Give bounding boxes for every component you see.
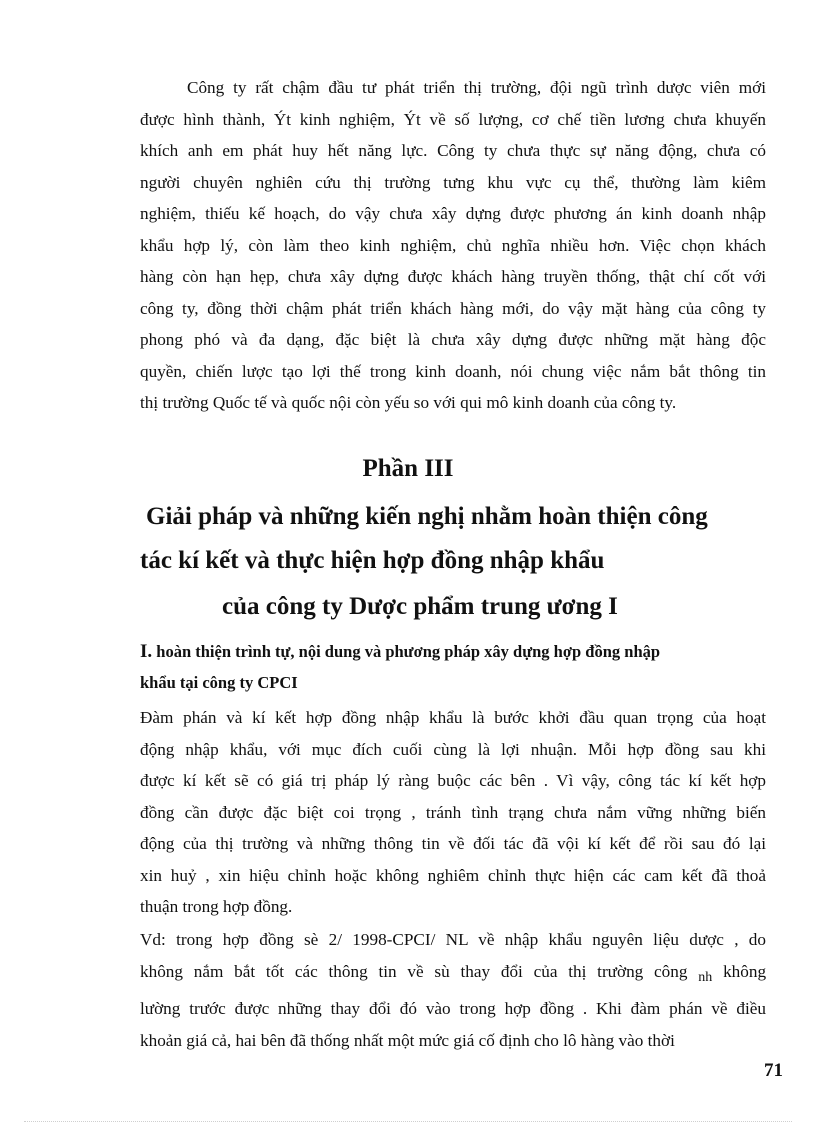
section-title-line-2: khẩu tại công ty CPCI: [140, 673, 298, 692]
paragraph-negotiation: [140, 702, 766, 923]
chapter-heading-line-2: tác kí kết và thực hiện hợp đồng nhập khẩu: [140, 547, 605, 574]
text-line: công ty, đồng thời chậm phát triển khách hàng mới, do vậy mặt hàng của công ty: [140, 298, 766, 318]
paragraph-market-weakness: [140, 72, 766, 419]
section-heading: [140, 636, 766, 698]
text-fragment: không nắm bắt tốt các thông tin về sù thay đổi của thị trường công: [140, 961, 688, 981]
text-line: khẩu hợp lý, còn làm theo kinh nghiệm, chủ nghĩa nhiều hơn. Việc chọn khách: [140, 235, 766, 255]
page-bottom-divider: [24, 1121, 792, 1122]
text-line: Đàm phán và kí kết hợp đồng nhập khẩu là bước khởi đầu quan trọng của hoạt: [140, 708, 766, 727]
text-fragment: không: [723, 961, 767, 981]
text-line: được hình thành, Ýt kinh nghiệm, Ýt về số lượng, cơ chế tiền lương chưa khuyến: [140, 109, 766, 129]
text-line: động của thị trường và những thông tin về đối tác đã vội kí kết để rồi sau đó lại: [140, 834, 766, 853]
text-line: thị trường Quốc tế và quốc nội còn yếu so với qui mô kinh doanh của công ty.: [140, 393, 677, 412]
text-line: phong phó và đa dạng, đặc biệt là chưa xây dựng được những mặt hàng độc: [140, 330, 766, 349]
section-title-line-1: hoàn thiện trình tự, nội dung và phương pháp xây dựng hợp đồng nhập: [156, 642, 661, 661]
text-line: [140, 956, 766, 994]
text-line: Vd: trong hợp đồng sè 2/ 1998-CPCI/ NL về nhập khẩu nguyên liệu dược , do: [140, 930, 766, 949]
text-line: Công ty rất chậm đầu tư phát triển thị trường, đội ngũ trình dược viên mới: [187, 78, 766, 97]
chapter-heading-line-3: của công ty Dược phẩm trung ương I: [222, 593, 618, 620]
text-line: quyền, chiến lược tạo lợi thế trong kinh doanh, nói chung việc nắm bắt thông tin: [140, 361, 766, 381]
subscript-fragment: nh: [698, 969, 713, 985]
text-line: người chuyên nghiên cứu thị trường tưng khu vực cụ thể, thường làm kiêm: [140, 172, 766, 192]
text-line: hàng còn hạn hẹp, chưa xây dựng được khách hàng truyền thống, thật chí cốt với: [140, 267, 766, 286]
text-line: khích anh em phát huy hết năng lực. Công ty chưa thực sự năng động, chưa có: [140, 141, 766, 160]
text-line: xin huỷ , xin hiệu chỉnh hoặc không nghiêm chỉnh thực hiện các cam kết đã thoả: [140, 865, 766, 885]
part-title: Phần III: [362, 455, 454, 482]
text-line: lường trước được những thay đổi đó vào trong hợp đồng . Khi đàm phán về điều: [140, 999, 766, 1018]
text-line: động nhập khẩu, với mục đích cuối cùng là lợi nhuận. Mỗi hợp đồng sau khi: [140, 739, 766, 759]
text-line: nghiệm, thiếu kế hoạch, do vậy chưa xây dựng được phương án kinh doanh nhập: [140, 204, 766, 223]
text-line: đồng cần được đặc biệt coi trọng , tránh tình trạng chưa nắm vững những biến: [140, 802, 766, 822]
text-line: khoản giá cả, hai bên đã thống nhất một mức giá cố định cho lô hàng vào thời: [140, 1030, 675, 1050]
page-number: 71: [764, 1060, 783, 1081]
chapter-heading-line-1: Giải pháp và những kiến nghị nhằm hoàn thiện công: [146, 503, 708, 530]
text-line: được kí kết sẽ có giá trị pháp lý ràng buộc các bên . Vì vậy, công tác kí kết hợp: [140, 771, 766, 790]
paragraph-example: [140, 924, 766, 1056]
section-number: I.: [140, 641, 153, 662]
text-line: thuận trong hợp đồng.: [140, 897, 293, 916]
